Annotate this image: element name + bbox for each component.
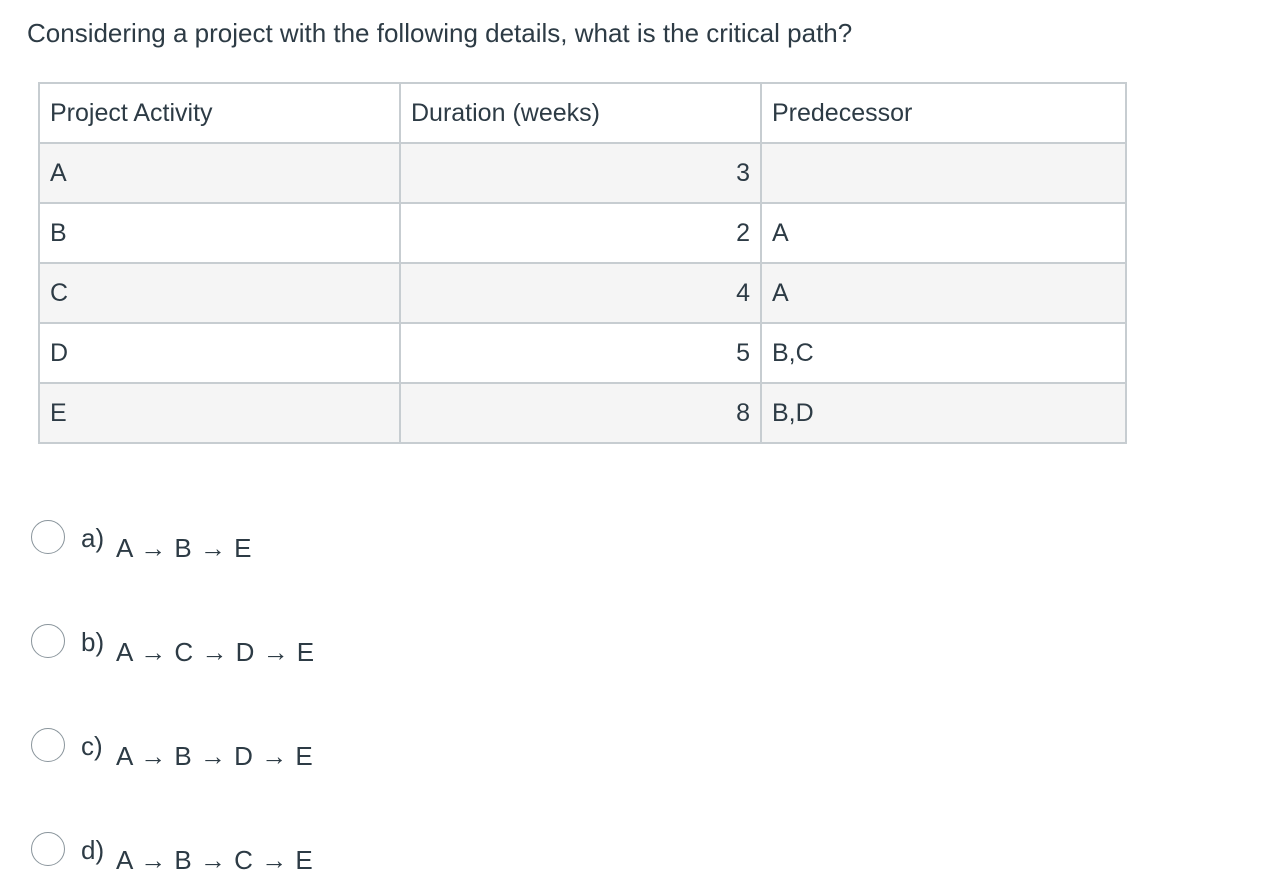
option-a-path: A → B → E bbox=[116, 533, 252, 563]
activity-cell: D bbox=[39, 323, 400, 383]
duration-cell: 5 bbox=[400, 323, 761, 383]
option-d-letter: d) bbox=[81, 835, 105, 865]
predecessor-cell: B,C bbox=[761, 323, 1126, 383]
activity-cell: C bbox=[39, 263, 400, 323]
option-d[interactable] bbox=[30, 830, 630, 888]
radio-option-c[interactable] bbox=[31, 728, 65, 762]
predecessor-cell: A bbox=[761, 263, 1126, 323]
table-row bbox=[39, 383, 1126, 443]
option-b[interactable] bbox=[30, 622, 630, 726]
radio-option-a[interactable] bbox=[31, 520, 65, 554]
option-b-letter: b) bbox=[81, 627, 105, 657]
radio-option-b[interactable] bbox=[31, 624, 65, 658]
option-c-path: A → B → D → E bbox=[116, 741, 314, 771]
question-text: Considering a project with the following details, what is the critical path? bbox=[27, 18, 853, 48]
header-predecessor: Predecessor bbox=[761, 83, 1126, 143]
header-project-activity: Project Activity bbox=[39, 83, 400, 143]
option-c-letter: c) bbox=[81, 731, 103, 761]
answer-options bbox=[30, 518, 630, 888]
duration-cell: 2 bbox=[400, 203, 761, 263]
duration-cell: 8 bbox=[400, 383, 761, 443]
option-a[interactable] bbox=[30, 518, 630, 622]
option-d-path: A → B → C → E bbox=[116, 845, 314, 875]
table-row bbox=[39, 143, 1126, 203]
duration-cell: 4 bbox=[400, 263, 761, 323]
predecessor-cell: B,D bbox=[761, 383, 1126, 443]
option-a-letter: a) bbox=[81, 523, 105, 553]
table-row bbox=[39, 263, 1126, 323]
option-b-path: A → C → D → E bbox=[116, 637, 315, 667]
table-header-row bbox=[39, 83, 1126, 143]
table-row bbox=[39, 203, 1126, 263]
activity-cell: A bbox=[39, 143, 400, 203]
radio-option-d[interactable] bbox=[31, 832, 65, 866]
predecessor-cell bbox=[761, 143, 1126, 203]
duration-cell: 3 bbox=[400, 143, 761, 203]
activity-table bbox=[38, 82, 1127, 444]
option-c[interactable] bbox=[30, 726, 630, 830]
table-row bbox=[39, 323, 1126, 383]
activity-cell: B bbox=[39, 203, 400, 263]
header-duration: Duration (weeks) bbox=[400, 83, 761, 143]
predecessor-cell: A bbox=[761, 203, 1126, 263]
activity-cell: E bbox=[39, 383, 400, 443]
